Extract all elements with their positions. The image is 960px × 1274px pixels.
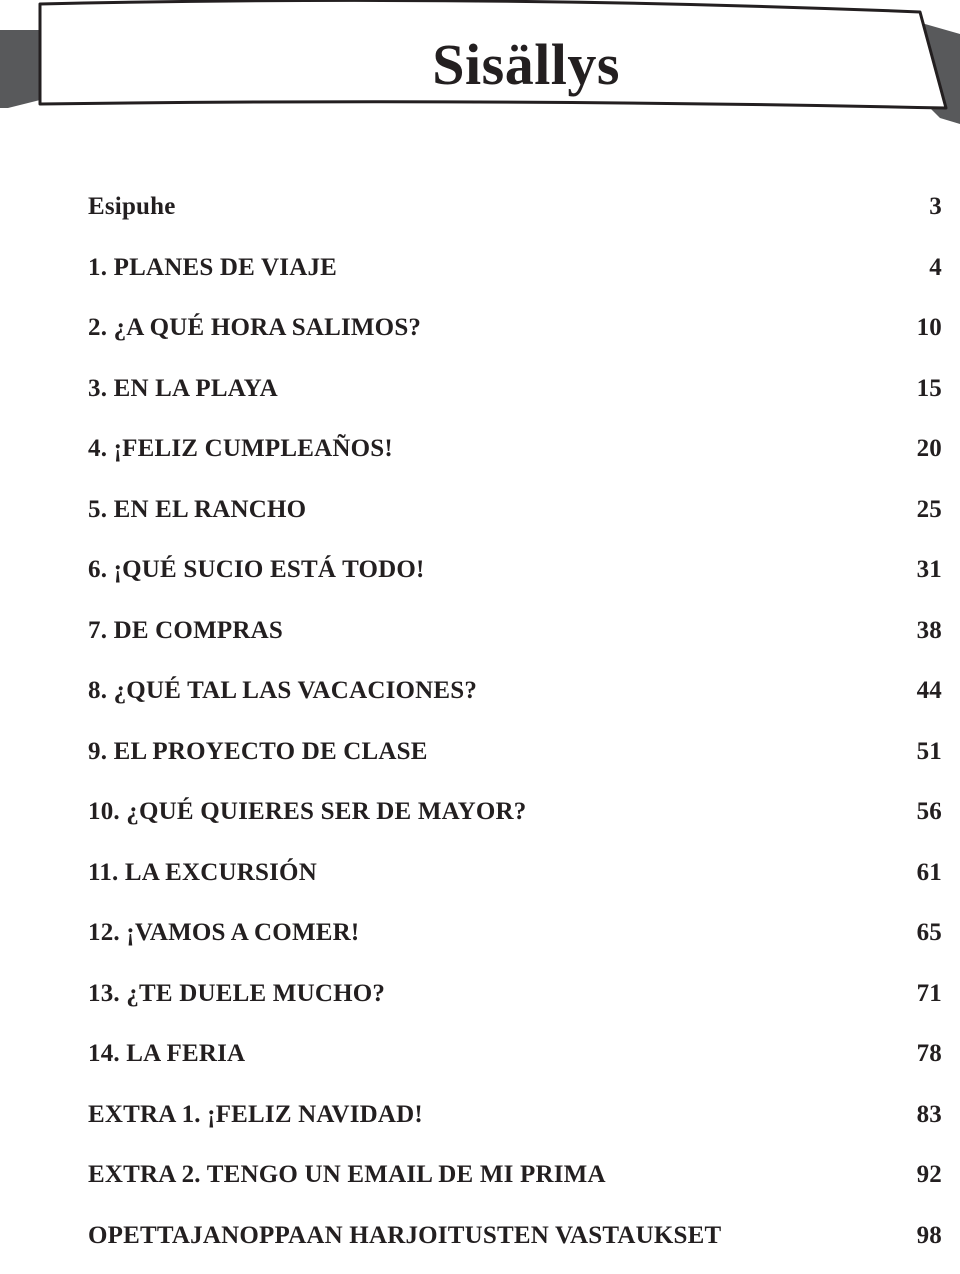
toc-entry-page-number: 10 [882,306,942,350]
toc-entry [88,1153,942,1214]
toc-entry-page-number: 56 [882,790,942,834]
toc-entry [88,669,942,730]
toc-entry [88,1093,942,1154]
toc-entry-title: 9. EL PROYECTO DE CLASE [88,730,428,774]
toc-entry [88,1214,942,1274]
toc-entry-title: 4. ¡FELIZ CUMPLEAÑOS! [88,427,393,471]
toc-entry [88,548,942,609]
toc-entry-title: Esipuhe [88,185,176,229]
toc-entry-title: EXTRA 2. TENGO UN EMAIL DE MI PRIMA [88,1153,606,1197]
toc-entry-page-number: 38 [882,609,942,653]
toc-entry-title: 5. EN EL RANCHO [88,488,306,532]
table-of-contents [88,185,942,1274]
toc-entry [88,185,942,246]
toc-entry-title: EXTRA 1. ¡FELIZ NAVIDAD! [88,1093,423,1137]
toc-entry-title: 8. ¿QUÉ TAL LAS VACACIONES? [88,669,477,713]
toc-entry-page-number: 3 [882,185,942,229]
toc-entry-page-number: 15 [882,367,942,411]
toc-entry-title: 14. LA FERIA [88,1032,245,1076]
toc-entry-page-number: 71 [882,972,942,1016]
toc-entry [88,790,942,851]
toc-entry [88,488,942,549]
toc-entry [88,367,942,428]
toc-entry-title: 3. EN LA PLAYA [88,367,278,411]
toc-entry-page-number: 92 [882,1153,942,1197]
toc-entry-title: 10. ¿QUÉ QUIERES SER DE MAYOR? [88,790,526,834]
toc-entry-page-number: 98 [882,1214,942,1258]
toc-entry [88,609,942,670]
toc-entry [88,306,942,367]
toc-entry-page-number: 31 [882,548,942,592]
title-banner [0,0,960,130]
toc-entry-page-number: 44 [882,669,942,713]
toc-entry-title: 11. LA EXCURSIÓN [88,851,317,895]
toc-entry [88,427,942,488]
toc-entry-title: 13. ¿TE DUELE MUCHO? [88,972,385,1016]
toc-entry-title: 7. DE COMPRAS [88,609,283,653]
toc-entry-title: OPETTAJANOPPAAN HARJOITUSTEN VASTAUKSET [88,1214,721,1258]
page-title: Sisällys [0,30,620,100]
toc-entry-page-number: 4 [882,246,942,290]
toc-entry-page-number: 20 [882,427,942,471]
toc-entry [88,851,942,912]
toc-entry [88,246,942,307]
toc-entry-page-number: 61 [882,851,942,895]
toc-entry [88,972,942,1033]
toc-entry-title: 2. ¿A QUÉ HORA SALIMOS? [88,306,421,350]
toc-entry-page-number: 25 [882,488,942,532]
toc-entry [88,1032,942,1093]
toc-entry-title: 6. ¡QUÉ SUCIO ESTÁ TODO! [88,548,425,592]
toc-entry-page-number: 51 [882,730,942,774]
toc-entry-title: 12. ¡VAMOS A COMER! [88,911,359,955]
toc-entry-page-number: 83 [882,1093,942,1137]
toc-entry-page-number: 65 [882,911,942,955]
toc-entry [88,730,942,791]
toc-entry [88,911,942,972]
toc-entry-page-number: 78 [882,1032,942,1076]
toc-entry-title: 1. PLANES DE VIAJE [88,246,337,290]
